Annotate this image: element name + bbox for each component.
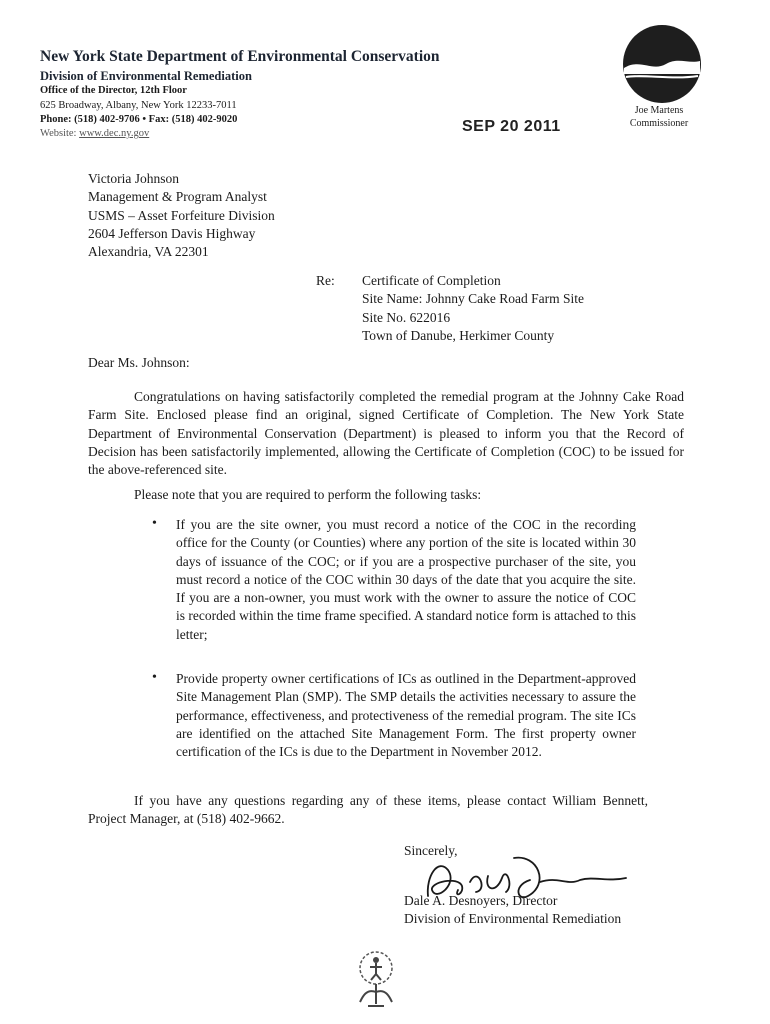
bullet-marker: • [152, 670, 157, 685]
bleed-through-text [590, 86, 593, 100]
salutation: Dear Ms. Johnson: [88, 355, 190, 370]
phone-fax-line: Phone: (518) 402-9706 • Fax: (518) 402-9020 [40, 114, 238, 125]
recipient-title: Management & Program Analyst [88, 189, 267, 205]
agency-name: New York State Department of Environmental Conservation [40, 48, 440, 65]
signatory-name: Dale A. Desnoyers, Director [404, 893, 558, 908]
re-label: Re: [316, 273, 335, 288]
re-line-4: Town of Danube, Herkimer County [362, 327, 555, 343]
dec-logo-icon [622, 24, 702, 104]
bullet-item-1: If you are the site owner, you must record a notice of the COC in the recording office for the County (or Counties) where any portion of the site is located within 30 days of issuance of the COC; or if you are a prospective purchaser of the site, you must record a notice of the COC within 30 days of the date that you acquire the site. If you are a non-owner, you must work with the owner to assure the notice of COC is recorded within the time frame specified. A standard notice form is attached to this letter; [176, 517, 636, 642]
signatory-division: Division of Environmental Remediation [404, 911, 622, 926]
re-line-1: Certificate of Completion [362, 273, 501, 288]
recipient-city: Alexandria, VA 22301 [88, 244, 209, 260]
commissioner-title: Commissioner [629, 118, 689, 129]
re-line-3: Site No. 622016 [362, 309, 451, 325]
website-line [40, 128, 149, 139]
address-line: 625 Broadway, Albany, New York 12233-7011 [40, 100, 237, 111]
re-line-2: Site Name: Johnny Cake Road Farm Site [362, 291, 584, 307]
recipient-org: USMS – Asset Forfeiture Division [88, 207, 275, 223]
closing-paragraph: If you have any questions regarding any of these items, please contact William Bennett, Project Manager, at (518) 402-9662. [88, 793, 648, 827]
paragraph-1: Congratulations on having satisfactorily completed the remedial program at the Johnny Cake Road Farm Site. Enclosed please find an original, signed Certificate of Completion. The New York State Department of Environmental Conservation (Department) is pleased to inform you that the Record of Decision has been satisfactorily implemented, allowing the Certificate of Completion (COC) to be issued for the above-referenced site. [88, 389, 684, 478]
division-name: Division of Environmental Remediation [40, 69, 252, 83]
recipient-name: Victoria Johnson [88, 171, 180, 186]
bullet-item-2: Provide property owner certifications of ICs as outlined in the Department-approved Site Management Plan (SMP). The SMP details the activities necessary to assure the performance, effectiveness, and protectiveness of the remedial program. The site ICs are identified on the attached Site Management Form. The first property owner certification of the ICs is due to the Department in November 2012. [176, 671, 636, 760]
commissioner-name: Joe Martens [634, 105, 684, 116]
recipient-street: 2604 Jefferson Davis Highway [88, 225, 256, 241]
office-line: Office of the Director, 12th Floor [40, 85, 187, 96]
signature-closing: Sincerely, [404, 843, 458, 858]
website-link[interactable]: www.dec.ny.gov [79, 128, 150, 139]
recycled-paper-icon [352, 948, 400, 1012]
bullet-marker: • [152, 516, 157, 531]
recipient-address [88, 170, 275, 261]
date-stamp: SEP 20 2011 [462, 118, 561, 135]
website-label: Website: [40, 128, 77, 139]
re-block [362, 272, 584, 345]
commissioner-block [600, 104, 718, 130]
paragraph-2: Please note that you are required to perform the following tasks: [134, 487, 482, 502]
